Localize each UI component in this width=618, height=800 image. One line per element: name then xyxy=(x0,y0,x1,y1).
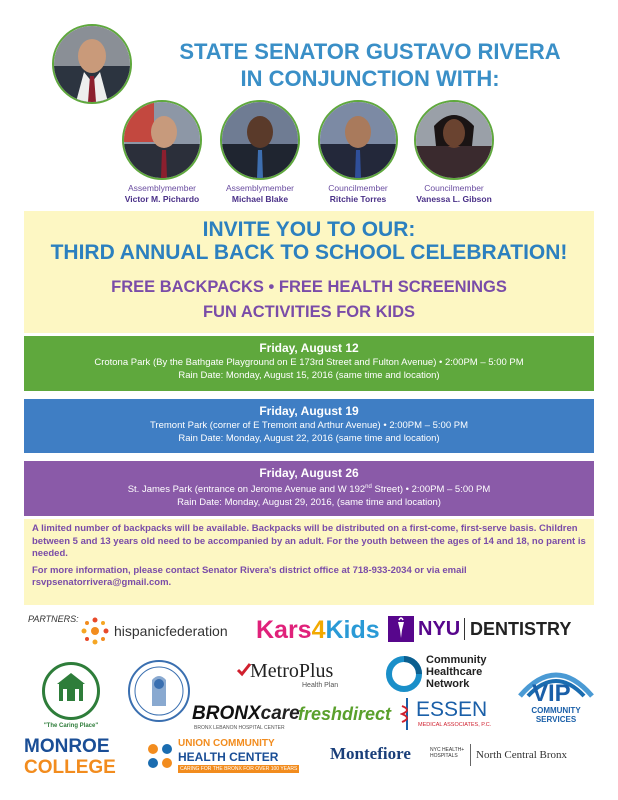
chn-line: Network xyxy=(426,678,470,690)
morris-heights-logo xyxy=(36,662,106,738)
member-role: Assemblymember xyxy=(225,183,295,193)
member-portrait-pichardo xyxy=(122,100,202,180)
event-date: Friday, August 26 xyxy=(259,466,359,480)
chn-ring-icon xyxy=(386,656,422,692)
sunburst-icon xyxy=(80,616,110,646)
header-title xyxy=(140,38,600,92)
metroplus-text: MetroPlus xyxy=(250,660,334,682)
caduceus-icon xyxy=(400,698,414,730)
member-name: Victor M. Pichardo xyxy=(124,194,200,204)
chn-line: Community xyxy=(426,654,487,666)
member-portrait-torres xyxy=(318,100,398,180)
member-torres xyxy=(310,183,406,205)
nyu-torch-icon xyxy=(388,616,414,642)
chn-line: Healthcare xyxy=(426,666,483,678)
member-portrait-gibson xyxy=(414,100,494,180)
kars-text: Kars xyxy=(256,616,312,644)
member-blake xyxy=(212,183,308,205)
event-august-19 xyxy=(24,399,594,453)
community-healthcare-network-logo xyxy=(386,654,506,694)
member-role: Councilmember xyxy=(424,183,484,193)
monroe-text: MONROE xyxy=(24,736,110,757)
member-gibson xyxy=(406,183,502,205)
kars4kids-text xyxy=(256,616,380,645)
hispanic-federation-logo xyxy=(80,616,250,646)
member-name: Ritchie Torres xyxy=(329,194,387,204)
info-contact: For more information, please contact Senator Rivera's district office at 718-933-2034 or via email rsvpsenatorrivera@gmail.com. xyxy=(32,564,467,588)
member-role: Assemblymember xyxy=(127,183,197,193)
event-date: Friday, August 12 xyxy=(259,341,359,355)
kars4kids-logo xyxy=(256,614,380,648)
union-line1: UNION COMMUNITY xyxy=(178,738,275,749)
member-portrait-blake xyxy=(220,100,300,180)
bronxcare-logo xyxy=(192,703,300,735)
bronxcare-text xyxy=(192,703,300,725)
event-rain-date: Rain Date: Monday, August 22, 2016 (same time and location) xyxy=(178,433,440,444)
member-pichardo xyxy=(114,183,210,205)
info-box xyxy=(24,519,594,605)
montefiore-divider xyxy=(470,744,471,766)
kids-text: Kids xyxy=(325,616,380,644)
event-location xyxy=(24,481,594,496)
puerto-rican-family-institute-logo xyxy=(128,660,190,722)
union-line3: CARING FOR THE BRONX FOR OVER 100 YEARS xyxy=(180,766,298,772)
offer-line-activities: FUN ACTIVITIES FOR KIDS xyxy=(202,303,416,321)
freshdirect-logo xyxy=(298,704,398,730)
vip-sub-line: COMMUNITY xyxy=(531,706,581,715)
nyc-health-hospitals-text: NYC HEALTH+ HOSPITALS xyxy=(430,747,465,759)
metroplus-logo xyxy=(236,660,366,692)
event-location: Tremont Park (corner of E Tremont and Arthur Avenue) • 2:00PM – 5:00 PM xyxy=(149,420,469,431)
event-location-part: St. James Park (entrance on Jerome Avenue and W 192 xyxy=(127,484,366,496)
member-name: Michael Blake xyxy=(231,194,289,204)
senator-portrait xyxy=(52,24,132,104)
ordinal-suffix: nd xyxy=(365,484,372,490)
event-august-26 xyxy=(24,461,594,516)
nyu-text: NYU xyxy=(418,618,461,640)
nyu-dentistry-logo xyxy=(388,616,588,644)
vip-community-services-logo xyxy=(514,662,598,726)
info-backpacks: A limited number of backpacks will be available. Backpacks will be distributed on a first-come, first-serve basis. Children between 5 and 13 years old need to be accompanied by an adult. For the youth between the ages of 14 and 18, no parent is needed. xyxy=(32,523,586,559)
montefiore-logo xyxy=(330,742,592,772)
event-rain-date: Rain Date: Monday, August 29, 2016, (same time and location) xyxy=(177,497,441,509)
kars-4: 4 xyxy=(311,616,326,644)
event-rain-date: Rain Date: Monday, August 15, 2016 (same time and location) xyxy=(178,370,440,381)
event-location: Crotona Park (By the Bathgate Playground on E 173rd Street and Fulton Avenue) • 2:00PM – 5:00 PM xyxy=(94,357,524,368)
vip-sub-line: SERVICES xyxy=(535,715,577,724)
event-date: Friday, August 19 xyxy=(259,404,359,418)
union-figures-icon xyxy=(146,742,174,770)
union-line2: HEALTH CENTER xyxy=(178,750,279,764)
header-title-line1: STATE SENATOR GUSTAVO RIVERA xyxy=(179,39,561,64)
monroe-college-logo xyxy=(24,736,128,780)
nyu-divider xyxy=(464,618,465,640)
offer-line: FREE BACKPACKS • FREE HEALTH SCREENINGS xyxy=(111,278,507,296)
vip-sub xyxy=(514,706,598,724)
bronx-text: BRONX xyxy=(192,703,261,724)
invite-heading: INVITE YOU TO OUR: xyxy=(202,218,416,241)
member-name: Vanessa L. Gibson xyxy=(416,194,492,204)
union-community-health-center-logo xyxy=(146,738,302,778)
chn-text xyxy=(426,654,487,690)
event-title: THIRD ANNUAL BACK TO SCHOOL CELEBRATION! xyxy=(50,241,568,264)
north-central-bronx-text: North Central Bronx xyxy=(476,749,568,761)
vip-text: VIP xyxy=(532,680,571,707)
freshdirect-text: freshdirect xyxy=(298,704,392,724)
essen-logo xyxy=(400,698,510,734)
essen-sub: MEDICAL ASSOCIATES, P.C. xyxy=(418,722,492,728)
montefiore-text: Montefiore xyxy=(330,744,411,763)
care-text: care xyxy=(260,703,300,724)
morris-heights-seal xyxy=(42,662,100,720)
essen-text: ESSEN xyxy=(416,698,488,721)
caring-place-text: "The Caring Place" xyxy=(43,723,99,729)
header-title-line2: IN CONJUNCTION WITH: xyxy=(240,66,500,91)
hispanic-federation-text: hispanicfederation xyxy=(114,623,228,639)
event-august-12 xyxy=(24,336,594,391)
college-text: COLLEGE xyxy=(24,757,116,778)
member-role: Councilmember xyxy=(328,183,388,193)
dentistry-text: DENTISTRY xyxy=(470,619,572,639)
partners-label: PARTNERS: xyxy=(28,614,79,624)
metroplus-sub: Health Plan xyxy=(302,682,339,689)
event-location-part: Street) • 2:00PM – 5:00 PM xyxy=(371,484,491,496)
bronxcare-sub: BRONX LEBANON HOSPITAL CENTER xyxy=(194,725,285,731)
